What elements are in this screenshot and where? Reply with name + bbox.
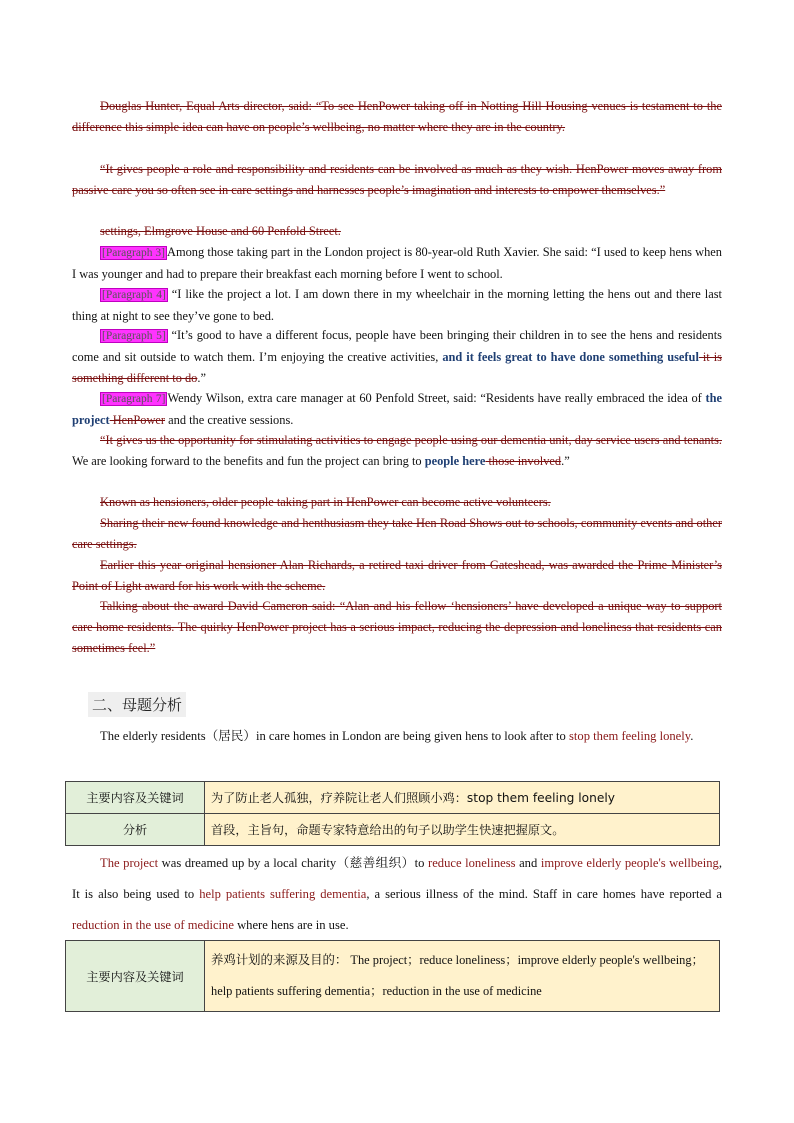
paragraph-text: “I like the project a lot. I am down there in my wheelchair in the morning letting the hens out and there last thing at night to see they’ve gone to bed. [72,287,722,323]
key-phrase: The project [100,856,159,870]
paragraph-3 [72,242,722,285]
key-phrase: help patients suffering dementia [199,887,367,901]
inserted-text: people here [424,453,486,468]
table-value: 养鸡计划的来源及目的： The project；reduce loneliness；improve elderly people's wellbeing；help patients suffering dementia；reduction in the use of medicine [205,941,720,1012]
paragraph-4 [72,284,722,327]
paragraph-cameron-quote: Talking about the award David Cameron said: “Alan and his fellow ‘hensioners’ have developed a unique way to support care home residents. The quirky HenPower project has a serious impact, reducing the depression and loneliness that residents can sometimes feel.” [72,599,722,655]
paragraph-7 [72,388,722,431]
sentence-text: and [515,856,541,870]
paragraph-settings: settings, Elmgrove House and 60 Penfold Street. [100,224,341,238]
sentence-text: The elderly residents（居民）in care homes in London are being given hens to look after to [100,729,569,743]
paragraph-award: Earlier this year original hensioner Alan Richards, a retired taxi driver from Gateshead, was awarded the Prime Minister’s Point of Light award for his work with the scheme. [72,558,722,593]
deleted-text-2: those involved [485,453,562,468]
paragraph-hensioners: Known as hensioners, older people taking part in HenPower can become active volunteers. [100,495,551,509]
paragraph-hunter-quote: Douglas Hunter, Equal Arts director, said: “To see HenPower taking off in Notting Hill Housing venues is testament to the difference this simple idea can have on people’s wellbeing, no matter where they are in the country. [72,99,722,134]
analysis-table-1 [65,781,720,846]
paragraph-end: .” [561,453,570,468]
table-value: 为了防止老人孤独，疗养院让老人们照顾小鸡：stop them feeling lonely [205,782,720,814]
paragraph-wilson-quote [72,430,722,472]
table-value: 首段，主旨句，命题专家特意给出的句子以助学生快速把握原文。 [205,814,720,846]
sentence-text: , a serious illness of the mind. Staff in care homes have reported a [366,887,722,901]
sentence-end: where hens are in use. [233,918,349,932]
paragraph-end: and the creative sessions. [165,412,294,427]
sentence-end: . [690,729,694,743]
table-key: 主要内容及关键词 [66,782,205,814]
paragraph-5 [72,325,722,388]
table-key: 分析 [66,814,205,846]
paragraph-tag: [Paragraph 4] [102,289,166,301]
key-phrase: reduce loneliness [428,856,516,870]
key-phrase: reduction in the use of medicine [72,918,234,932]
deleted-text: it is something different to do [72,349,722,385]
paragraph-text: Among those taking part in the London project is 80-year-old Ruth Xavier. She said: “I used to keep hens when I was younger and had to prepare their breakfast each morning before I went to school. [72,245,723,281]
paragraph-roadshows: Sharing their new found knowledge and henthusiasm they take Hen Road Shows out to schools, community events and other care settings. [72,516,722,551]
inserted-text: the project [72,391,722,427]
table-row [66,782,720,814]
deleted-text: “It gives us the opportunity for stimulating activities to engage people using our dementia unit, day service users and tenants. [100,433,722,447]
table-key: 主要内容及关键词 [66,941,205,1012]
table-row [66,814,720,846]
inserted-text: and it feels great to have done something useful [442,349,699,364]
table-row [66,941,720,1012]
paragraph-tag: [Paragraph 7] [102,393,166,405]
sentence-text: , It is also being used to [72,856,723,901]
paragraph-text: Wendy Wilson, extra care manager at 60 Penfold Street, said: “Residents have really embraced the idea of [167,391,706,405]
sentence-text: was dreamed up by a local charity（慈善组织）to [158,856,429,870]
paragraph-text: “It’s good to have a different focus, people have been bringing their children in to see the hens and residents come and sit outside to watch them. I’m enjoying the creative activities, [72,328,722,364]
paragraph-tag: [Paragraph 3] [102,247,166,259]
paragraph-end: .” [197,370,206,385]
analysis-sentence-1 [72,721,722,752]
paragraph-role-quote: “It gives people a role and responsibility and residents can be involved as much as they wish. HenPower moves away from passive care you so often see in care settings and harnesses people’s imagination and interests to empower themselves.” [72,162,722,197]
paragraph-tag: [Paragraph 5] [102,330,166,342]
deleted-text: HenPower [109,412,166,427]
paragraph-text: We are looking forward to the benefits and fun the project can bring to [72,453,425,468]
analysis-sentence-2 [72,848,722,941]
section-title: 二、母题分析 [88,692,186,717]
analysis-table-2 [65,940,720,1012]
key-phrase: stop them feeling lonely [569,729,691,743]
key-phrase: improve elderly people's wellbeing [540,856,719,870]
